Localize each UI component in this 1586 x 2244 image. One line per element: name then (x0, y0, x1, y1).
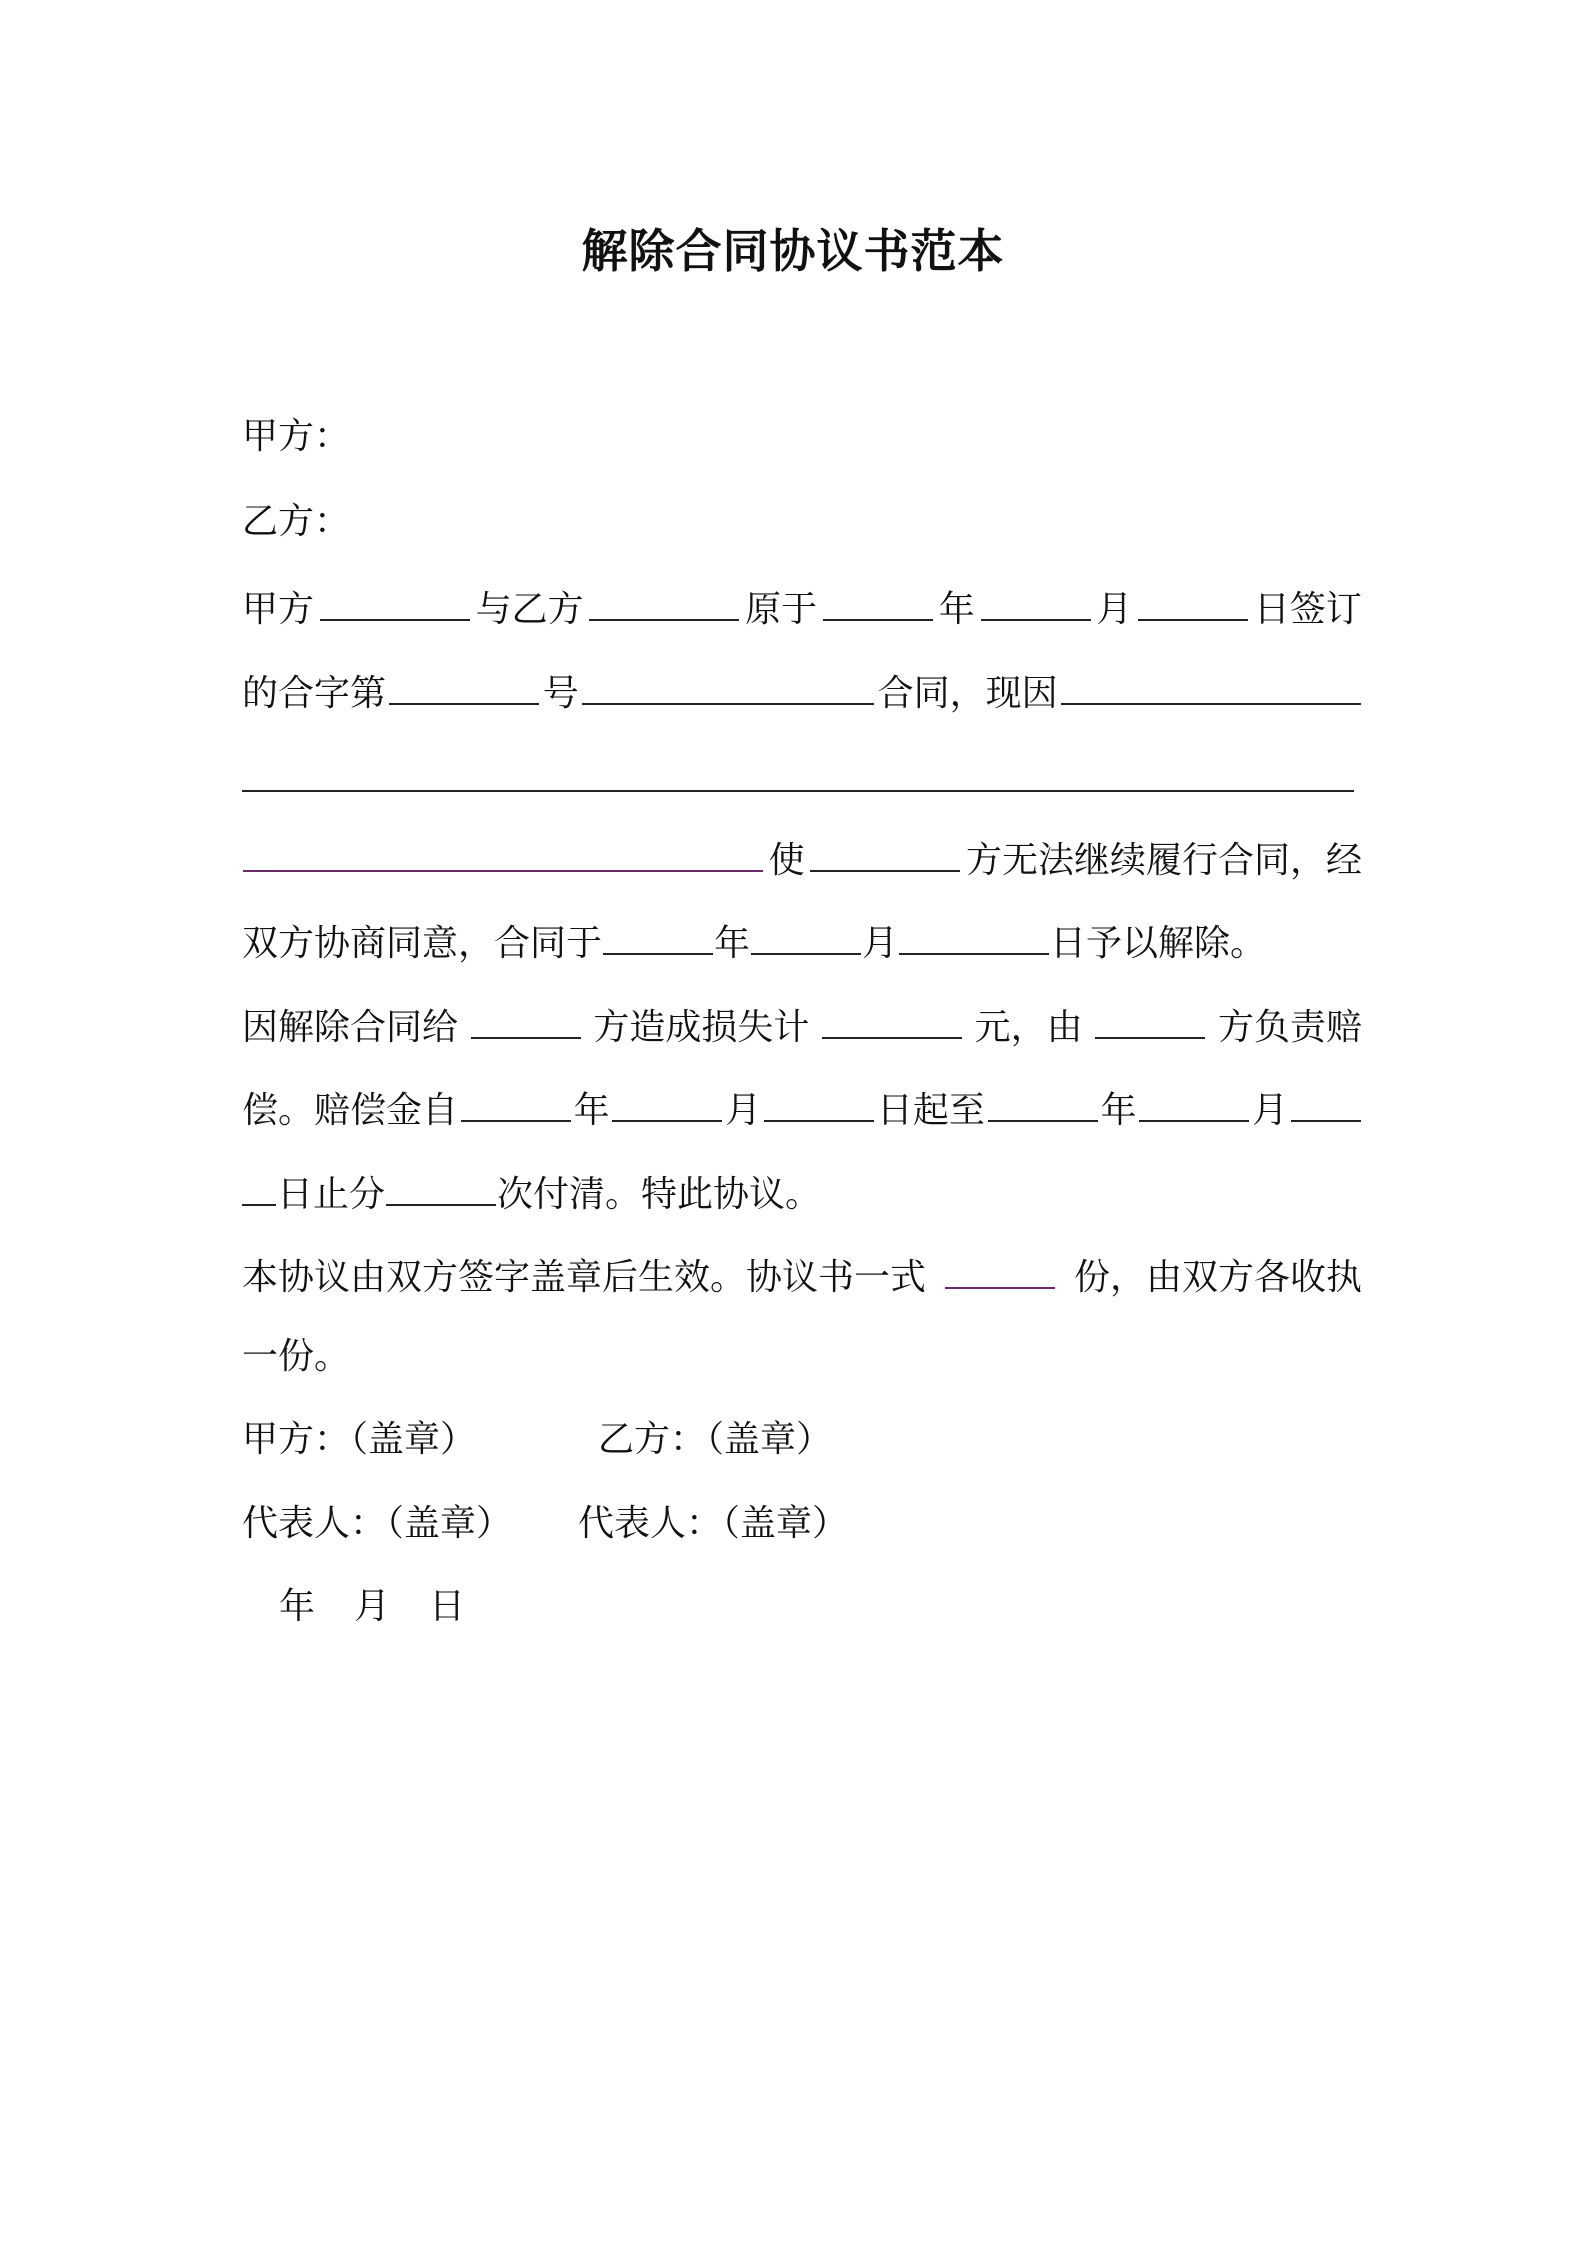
clause-text: 年 (1100, 1090, 1137, 1131)
loss-party-blank[interactable] (471, 993, 581, 1039)
reason-blank-3[interactable] (243, 826, 763, 872)
date-year-label: 年 (279, 1586, 316, 1627)
pay-start-month-blank[interactable] (612, 1076, 722, 1122)
clause-text: 方负责赔 (1217, 1007, 1362, 1048)
pay-start-day-blank[interactable] (764, 1076, 874, 1122)
clause-text: 一份。 (242, 1336, 351, 1377)
clause-text: 份，由双方各收执 (1073, 1257, 1362, 1298)
termination-day-blank[interactable] (899, 909, 1049, 955)
clause-text: 本协议由双方签字盖章后生效。协议书一式 (242, 1257, 927, 1298)
clause-text: 方无法继续履行合同，经 (965, 840, 1362, 881)
clause-text: 方造成损失计 (593, 1007, 810, 1048)
contract-name-blank[interactable] (582, 659, 874, 705)
sign-year-blank[interactable] (823, 575, 933, 621)
clause-line-7 (242, 1076, 1362, 1136)
clause-text: 日止分 (277, 1174, 386, 1215)
pay-end-day-blank-1[interactable] (1291, 1076, 1361, 1122)
copies-blank[interactable] (945, 1243, 1055, 1289)
clause-line-5 (242, 909, 1362, 969)
termination-year-blank[interactable] (603, 909, 713, 955)
date-day-label: 日 (429, 1586, 466, 1627)
compensating-party-blank[interactable] (1095, 993, 1205, 1039)
clause-text: 月 (862, 923, 899, 964)
clause-text: 合同，现因 (877, 673, 1058, 714)
party-b-line (242, 492, 1362, 552)
representative-a-seal: 代表人：（盖章） (242, 1503, 513, 1544)
clause-text: 日签订 (1253, 589, 1362, 630)
installments-blank[interactable] (386, 1160, 496, 1206)
party-a-label: 甲方： (242, 416, 351, 457)
representative-b-seal: 代表人：（盖章） (578, 1503, 849, 1544)
clause-text: 年 (938, 589, 975, 630)
clause-line-10 (242, 1327, 1362, 1387)
clause-line-6 (242, 993, 1362, 1053)
clause-text: 偿。赔偿金自 (242, 1090, 459, 1131)
clause-text: 次付清。特此协议。 (497, 1174, 822, 1215)
clause-text: 元，由 (974, 1007, 1083, 1048)
pay-end-month-blank[interactable] (1139, 1076, 1249, 1122)
pay-end-year-blank[interactable] (988, 1076, 1098, 1122)
clause-text: 日予以解除。 (1050, 923, 1267, 964)
clause-line-8 (242, 1160, 1362, 1220)
party-b-name-blank[interactable] (589, 575, 739, 621)
clause-line-9 (242, 1243, 1362, 1303)
clause-text: 与乙方 (475, 589, 584, 630)
party-b-seal: 乙方：（盖章） (598, 1419, 833, 1460)
termination-month-blank[interactable] (751, 909, 861, 955)
date-month-label: 月 (354, 1586, 391, 1627)
clause-text: 月 (725, 1090, 762, 1131)
party-a-seal: 甲方：（盖章） (242, 1419, 477, 1460)
clause-text: 双方协商同意，合同于 (242, 923, 603, 964)
party-a-name-blank[interactable] (320, 575, 470, 621)
party-a-line (242, 407, 1362, 467)
clause-line-4 (242, 826, 1362, 886)
pay-end-day-blank-2[interactable] (242, 1160, 276, 1206)
reason-blank-1[interactable] (1061, 659, 1361, 705)
clause-text: 的合字第 (242, 673, 387, 714)
clause-text: 日起至 (876, 1090, 985, 1131)
reason-blank-2[interactable] (242, 790, 1354, 792)
clause-text: 因解除合同给 (242, 1007, 459, 1048)
sign-day-blank[interactable] (1138, 575, 1248, 621)
document-title: 解除合同协议书范本 (581, 224, 1005, 278)
clause-text: 年 (714, 923, 751, 964)
clause-text: 月 (1252, 1090, 1289, 1131)
party-b-label: 乙方： (242, 501, 351, 542)
clause-line-2 (242, 659, 1362, 719)
clause-text: 甲方 (242, 589, 315, 630)
contract-number-blank[interactable] (389, 659, 539, 705)
loss-amount-blank[interactable] (822, 993, 962, 1039)
affected-party-blank[interactable] (810, 826, 960, 872)
clause-line-1 (242, 575, 1362, 635)
clause-text: 原于 (745, 589, 818, 630)
clause-text: 年 (573, 1090, 610, 1131)
sign-month-blank[interactable] (981, 575, 1091, 621)
pay-start-year-blank[interactable] (461, 1076, 571, 1122)
clause-text: 月 (1096, 589, 1133, 630)
clause-text: 使 (768, 840, 805, 881)
clause-text: 号 (542, 673, 579, 714)
